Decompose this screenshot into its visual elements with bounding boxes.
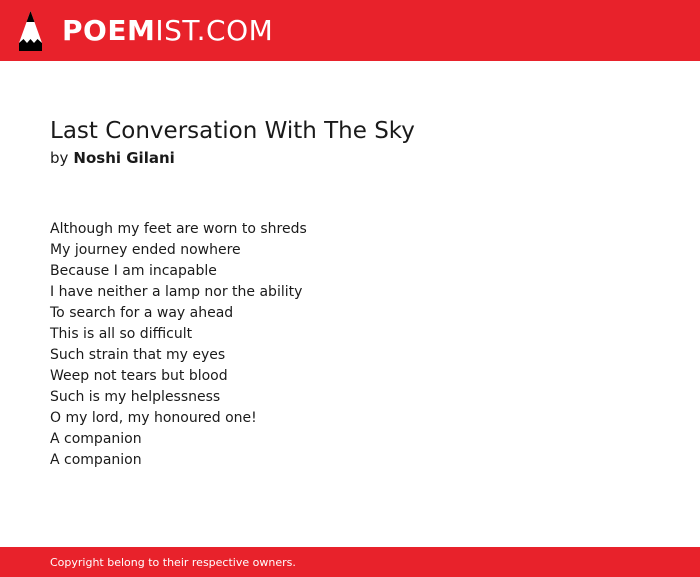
logo-light-part: IST.COM [155,13,274,47]
byline-prefix: by [50,149,69,167]
poem-line: To search for a way ahead [50,305,234,321]
author-name: Noshi Gilani [73,149,175,167]
poem-line: My journey ended nowhere [50,242,241,258]
poem-line: I have neither a lamp nor the ability [50,284,303,300]
site-footer [0,547,700,577]
poem-line: Because I am incapable [50,263,217,279]
copyright-notice: Copyright belong to their respective owners. [50,555,296,569]
poem-line: Weep not tears but blood [50,368,228,384]
poem-content [50,116,650,471]
poem-line: O my lord, my honoured one! [50,410,257,426]
site-header [0,0,700,61]
logo-bold-part: POEM [62,13,156,47]
poem-body [50,219,650,471]
poem-byline [50,148,650,168]
pencil-tip-icon [18,10,43,52]
poem-line: A companion [50,431,142,447]
poem-line: Such is my helplessness [50,389,221,405]
site-logo-text [62,13,274,47]
poem-line: A companion [50,452,142,468]
poem-line: This is all so difficult [50,326,193,342]
poem-title: Last Conversation With The Sky [50,118,415,144]
poem-line: Although my feet are worn to shreds [50,221,307,237]
site-logo-link[interactable] [18,0,273,61]
poem-line: Such strain that my eyes [50,347,226,363]
